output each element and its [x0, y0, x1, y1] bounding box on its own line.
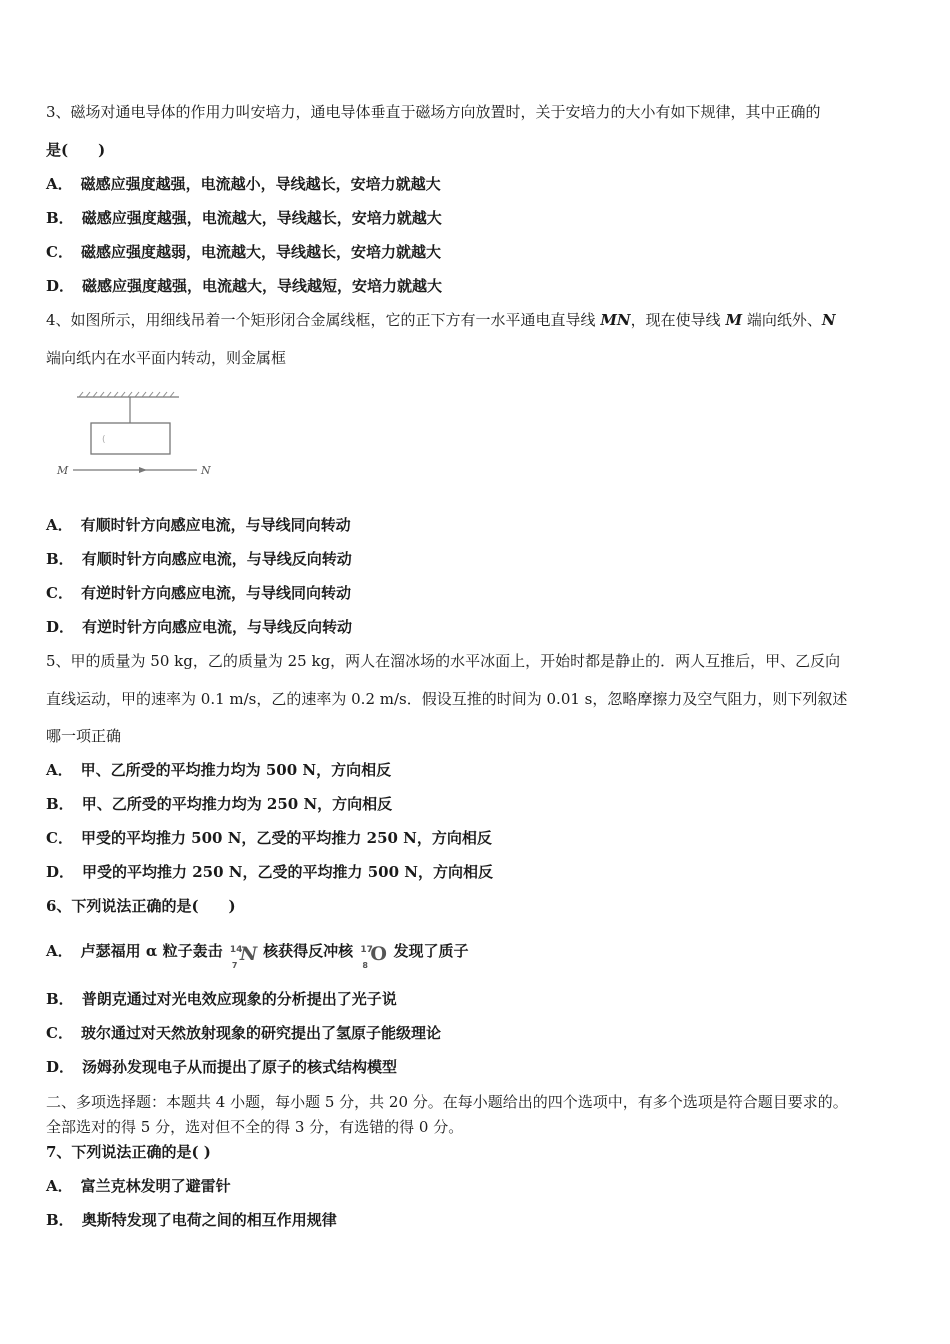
- nuclide-symbol: N: [239, 943, 258, 965]
- q5-stem-line-1: 5、甲的质量为 50 kg，乙的质量为 25 kg，两人在溜冰场的水平冰面上，开始时都是静止的．两人互推后，甲、乙反向: [46, 652, 841, 670]
- q3-option-b: [46, 208, 442, 228]
- q4-figure: [55, 388, 225, 488]
- nuclide-mass-number: 14: [229, 945, 243, 955]
- q4-stem-line-1: [46, 310, 836, 330]
- q6-option-d: [46, 1057, 397, 1077]
- option-text: 甲、乙所受的平均推力均为 500 N，方向相反: [80, 761, 392, 779]
- q5-stem-line-3: 哪一项正确: [46, 727, 122, 745]
- option-label: C．: [46, 829, 73, 847]
- q6-option-a: [46, 936, 469, 970]
- q4-figure-svg: [55, 388, 225, 488]
- option-label: D．: [46, 618, 75, 636]
- q6-option-b: [46, 989, 397, 1009]
- q4-option-c: [46, 583, 351, 603]
- ceiling-hatch: [79, 392, 174, 397]
- option-label: A．: [46, 942, 73, 960]
- option-text: 玻尔通过对天然放射现象的研究提出了氢原子能级理论: [80, 1024, 441, 1042]
- option-text: 磁感应强度越弱，电流越大，导线越长，安培力就越大: [80, 243, 441, 261]
- option-text: 有顺时针方向感应电流，与导线反向转动: [81, 550, 352, 568]
- option-text: 汤姆孙发现电子从而提出了原子的核式结构模型: [82, 1058, 398, 1076]
- option-label: A．: [46, 761, 73, 779]
- option-label: D．: [46, 1058, 75, 1076]
- q3-stem-line-2: 是( ): [46, 141, 106, 159]
- q4-option-a: [46, 515, 351, 535]
- q6-stem: 6、下列说法正确的是( ): [46, 897, 236, 915]
- q4-stem-line-2: 端向纸内在水平面内转动，则金属框: [46, 349, 287, 367]
- option-text: 发现了质子: [388, 942, 469, 960]
- q4-wire-label: MN: [600, 311, 631, 329]
- q5-option-a: [46, 760, 391, 780]
- q4-stem-part: ，现在使导线: [630, 311, 726, 329]
- option-label: B．: [46, 550, 74, 568]
- q4-n-label: N: [821, 311, 836, 329]
- option-text: 富兰克林发明了避雷针: [80, 1177, 231, 1195]
- option-label: D．: [46, 277, 75, 295]
- option-label: B．: [46, 795, 74, 813]
- q3-option-c: [46, 242, 441, 262]
- oxygen-nuclide: [358, 937, 388, 970]
- option-label: D．: [46, 863, 75, 881]
- nuclide-atomic-number: 8: [362, 961, 368, 970]
- option-label: A．: [46, 516, 73, 534]
- q4-m-label: M: [725, 311, 743, 329]
- option-label: C．: [46, 243, 73, 261]
- option-text: 甲受的平均推力 500 N，乙受的平均推力 250 N，方向相反: [80, 829, 492, 847]
- option-text: 核获得反冲核: [257, 942, 359, 960]
- option-text: 磁感应强度越强，电流越大，导线越短，安培力就越大: [82, 277, 443, 295]
- q4-stem-part: 端向纸外、: [742, 311, 822, 329]
- frame-mark: (: [102, 435, 106, 445]
- section2-instructions-line-1: 二、多项选择题：本题共 4 小题，每小题 5 分，共 20 分。在每小题给出的四个选项中，有多个选项是符合题目要求的。: [46, 1093, 848, 1111]
- q7-option-a: [46, 1176, 231, 1196]
- option-text: 有逆时针方向感应电流，与导线同向转动: [80, 584, 351, 602]
- q4-option-d: [46, 617, 352, 637]
- q6-option-c: [46, 1023, 441, 1043]
- q5-stem-line-2: 直线运动，甲的速率为 0.1 m/s，乙的速率为 0.2 m/s．假设互推的时间为 0.01 s，忽略摩擦力及空气阻力，则下列叙述: [46, 690, 848, 708]
- option-label: B．: [46, 209, 74, 227]
- wire-label-n: N: [201, 464, 211, 477]
- q5-option-c: [46, 828, 492, 848]
- option-text: 磁感应强度越强，电流越小，导线越长，安培力就越大: [80, 175, 441, 193]
- section2-instructions-line-2: 全部选对的得 5 分，选对但不全的得 3 分，有选错的得 0 分。: [46, 1118, 464, 1136]
- wire-label-m: M: [57, 464, 69, 477]
- option-label: A．: [46, 1177, 73, 1195]
- option-label: C．: [46, 1024, 73, 1042]
- q4-stem-part: 4、如图所示，用细线吊着一个矩形闭合金属线框，它的正下方有一水平通电直导线: [46, 311, 601, 329]
- option-text: 甲、乙所受的平均推力均为 250 N，方向相反: [81, 795, 393, 813]
- q3-option-a: [46, 174, 441, 194]
- q7-option-b: [46, 1210, 337, 1230]
- q5-option-d: [46, 862, 493, 882]
- current-arrow-icon: [139, 467, 147, 473]
- option-label: C．: [46, 584, 73, 602]
- option-label: B．: [46, 1211, 74, 1229]
- option-label: A．: [46, 175, 73, 193]
- q7-stem: 7、下列说法正确的是( ): [46, 1143, 211, 1161]
- option-text: 有逆时针方向感应电流，与导线反向转动: [82, 618, 353, 636]
- option-text: 奥斯特发现了电荷之间的相互作用规律: [81, 1211, 337, 1229]
- option-label: B．: [46, 990, 74, 1008]
- q3-stem-line-1: 3、磁场对通电导体的作用力叫安培力，通电导体垂直于磁场方向放置时，关于安培力的大小有如下规律，其中正确的: [46, 103, 821, 121]
- nuclide-symbol: O: [370, 943, 387, 965]
- q4-option-b: [46, 549, 352, 569]
- option-text: 有顺时针方向感应电流，与导线同向转动: [80, 516, 351, 534]
- nuclide-mass-number: 17: [360, 945, 373, 955]
- q3-option-d: [46, 276, 442, 296]
- option-text: 磁感应强度越强，电流越大，导线越长，安培力就越大: [81, 209, 442, 227]
- option-text: 普朗克通过对光电效应现象的分析提出了光子说: [81, 990, 397, 1008]
- nuclide-atomic-number: 7: [231, 961, 238, 970]
- option-text: 甲受的平均推力 250 N，乙受的平均推力 500 N，方向相反: [82, 863, 493, 881]
- nitrogen-nuclide: [228, 937, 258, 970]
- q5-option-b: [46, 794, 392, 814]
- option-text: 卢瑟福用 α 粒子轰击: [80, 942, 228, 960]
